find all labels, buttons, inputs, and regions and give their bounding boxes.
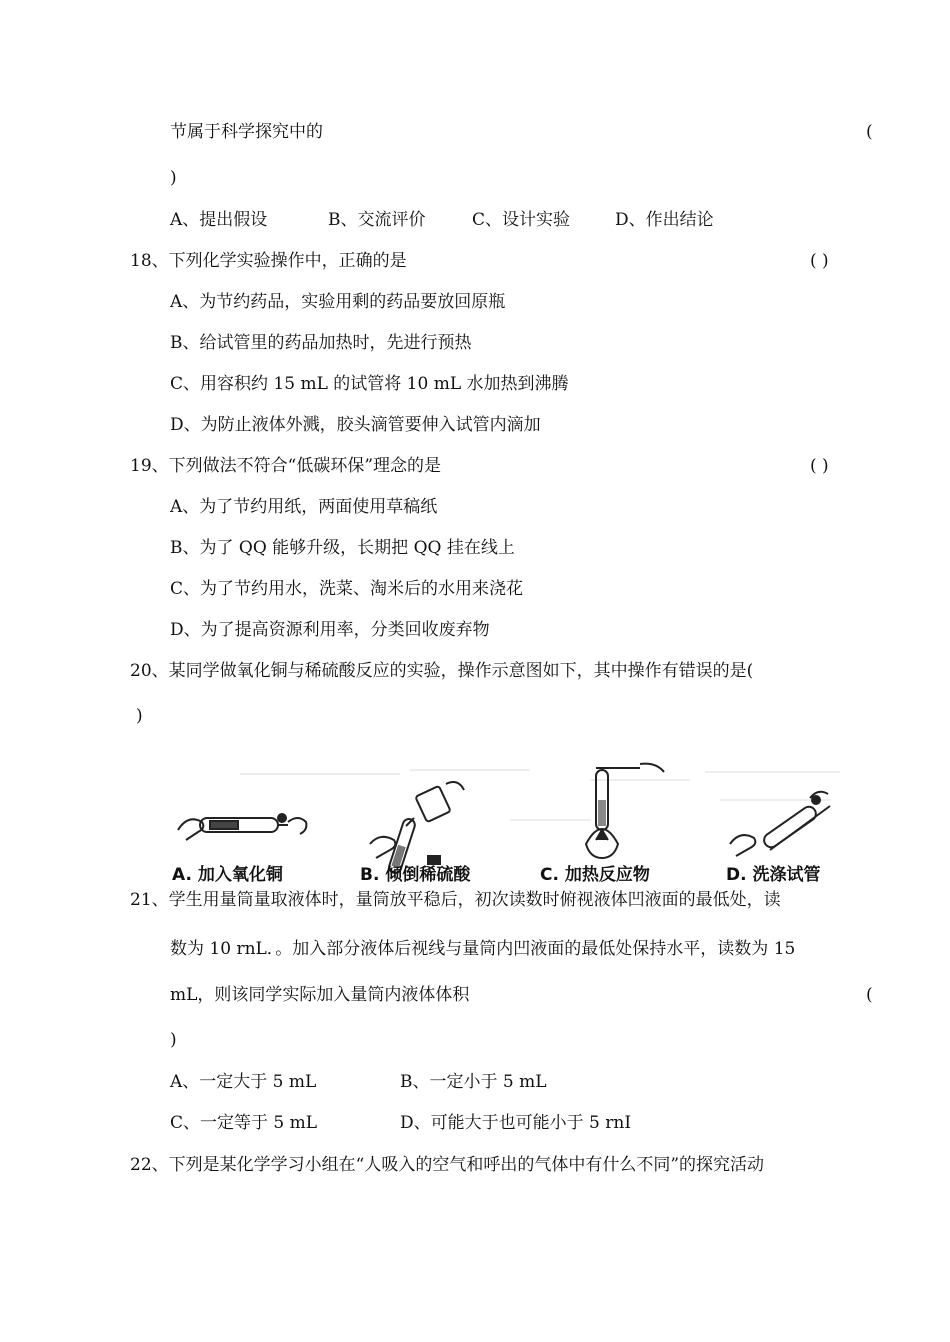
- q17-option-a: A、提出假设: [170, 210, 268, 230]
- test-tube-horizontal-icon: [178, 814, 306, 840]
- q21-option-d: D、可能大于也可能小于 5 rnI: [400, 1113, 632, 1133]
- q21-option-b: B、一定小于 5 mL: [400, 1072, 547, 1092]
- q21-paren-open: (: [866, 985, 873, 1005]
- q19-stem: 19、下列做法不符合“低碳环保”理念的是: [130, 456, 442, 476]
- q18-option-d: D、为防止液体外溅，胶头滴管要伸入试管内滴加: [170, 415, 541, 435]
- figure-label-d: D. 洗涤试管: [726, 865, 821, 885]
- q17-option-c: C、设计实验: [472, 210, 571, 230]
- q19-option-d: D、为了提高资源利用率，分类回收废弃物: [170, 620, 490, 640]
- washing-tube-icon: [730, 792, 830, 856]
- figure-label-c: C. 加热反应物: [540, 865, 650, 885]
- q21-option-c: C、一定等于 5 mL: [170, 1113, 318, 1133]
- q20-paren-close: ): [136, 706, 143, 726]
- q22-stem: 22、下列是某化学学习小组在“人吸入的空气和呼出的气体中有什么不同”的探究活动: [130, 1155, 765, 1175]
- q20-stem: 20、某同学做氧化铜与稀硫酸反应的实验，操作示意图如下，其中操作有错误的是(: [130, 661, 754, 681]
- figure-label-a: A. 加入氧化铜: [172, 865, 283, 885]
- q19-option-c: C、为了节约用水，洗菜、淘米后的水用来浇花: [170, 579, 524, 599]
- heating-tube-icon: [586, 764, 664, 858]
- q18-option-a: A、为节约药品，实验用剩的药品要放回原瓶: [170, 292, 506, 312]
- q18-option-c: C、用容积约 15 mL 的试管将 10 mL 水加热到沸腾: [170, 374, 569, 394]
- q21-line-3: mL，则该同学实际加入量筒内液体体积: [170, 985, 470, 1005]
- q19-option-a: A、为了节约用纸，两面使用草稿纸: [170, 497, 438, 517]
- figure-label-b: B. 倾倒稀硫酸: [360, 865, 471, 885]
- q17-stem: 节属于科学探究中的: [170, 122, 323, 142]
- q20-figure: [170, 760, 850, 885]
- q19-paren: ( ): [810, 456, 829, 476]
- q21-option-a: A、一定大于 5 mL: [170, 1072, 317, 1092]
- q17-option-b: B、交流评价: [328, 210, 426, 230]
- q18-paren: ( ): [810, 251, 829, 271]
- q18-option-b: B、给试管里的药品加热时，先进行预热: [170, 333, 472, 353]
- q21-line-1: 21、学生用量筒量取液体时，量筒放平稳后，初次读数时俯视液体凹液面的最低处，读: [130, 890, 781, 910]
- q18-stem: 18、下列化学实验操作中，正确的是: [130, 251, 407, 271]
- q19-option-b: B、为了 QQ 能够升级，长期把 QQ 挂在线上: [170, 538, 515, 558]
- q21-paren-close: ): [170, 1030, 177, 1050]
- q21-line-2: 数为 10 rnL．。加入部分液体后视线与量筒内凹液面的最低处保持水平，读数为 15: [170, 939, 796, 959]
- q17-paren-close: ): [170, 168, 177, 188]
- q17-paren-open: (: [866, 122, 873, 142]
- q17-option-d: D、作出结论: [615, 210, 714, 230]
